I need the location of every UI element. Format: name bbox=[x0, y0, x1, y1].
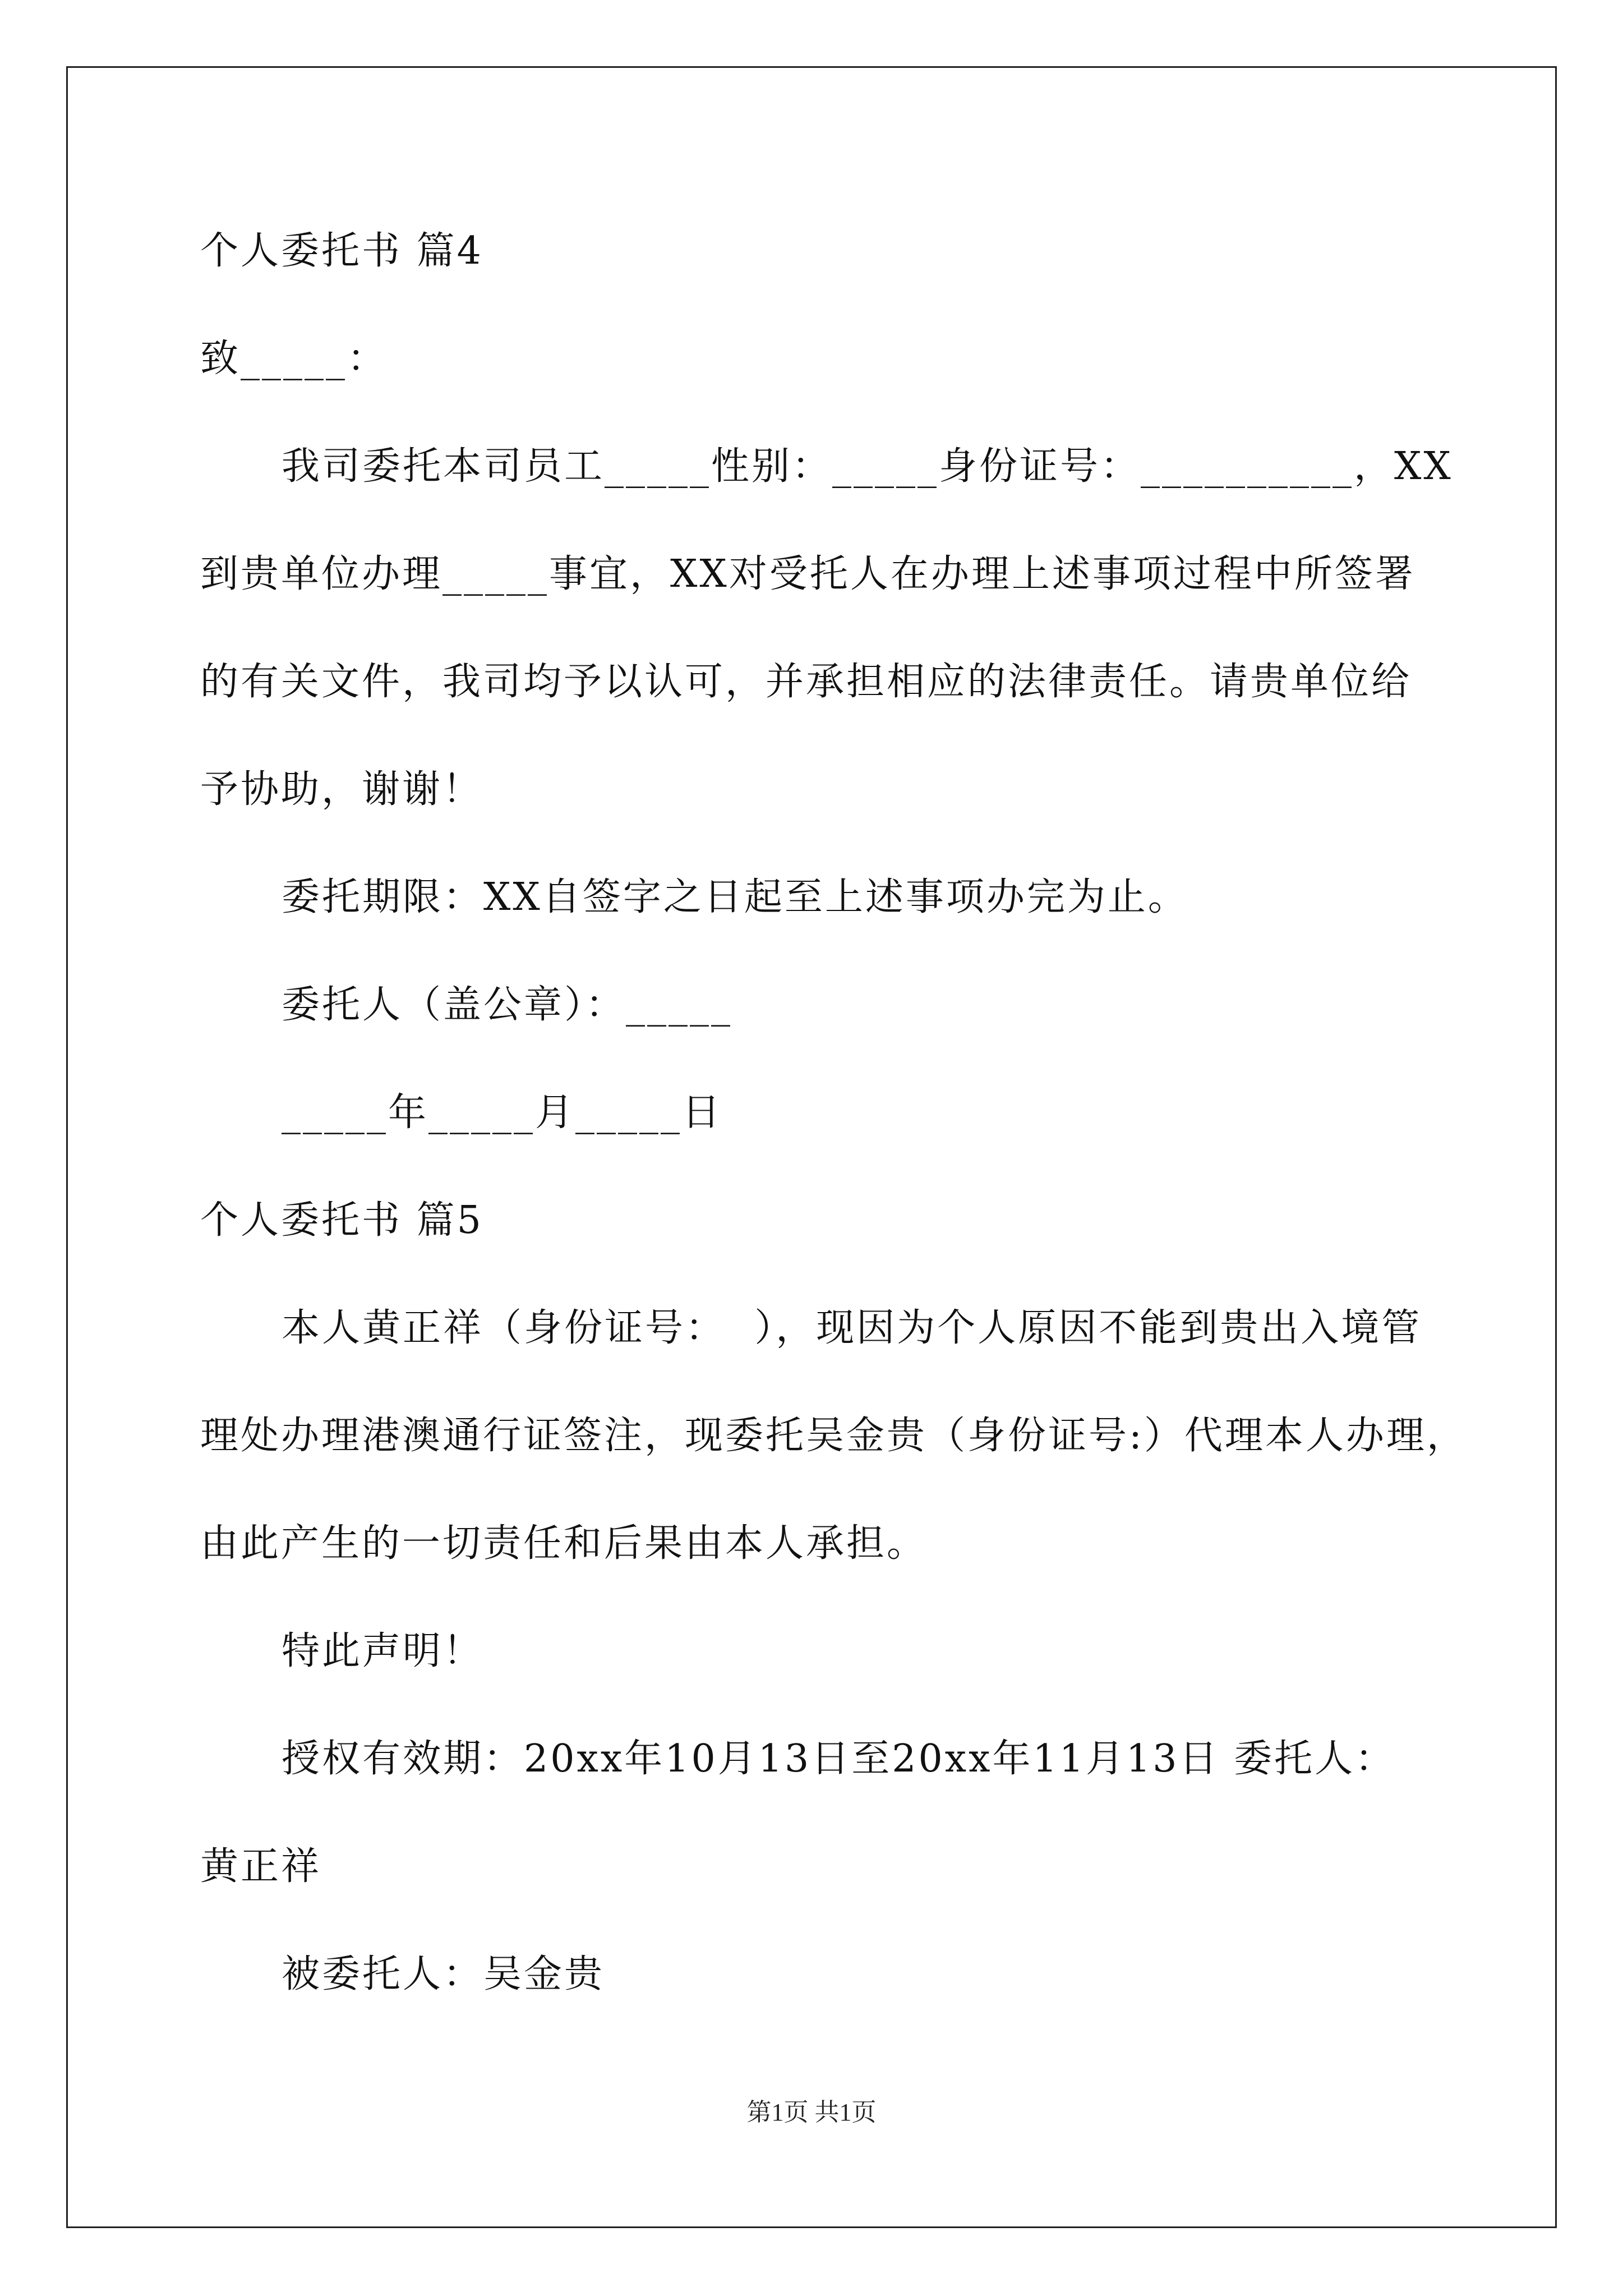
paragraph-line: 理处办理港澳通行证签注，现委托吴金贵（身份证号:）代理本人办理， bbox=[200, 1414, 1467, 1458]
term-line: 委托期限：XX自签字之日起至上述事项办完为止。 bbox=[282, 875, 1188, 919]
page-frame bbox=[66, 66, 1557, 2228]
section-4-heading: 个人委托书 篇4 bbox=[200, 229, 483, 273]
page-footer: 第1页 共1页 bbox=[746, 2099, 877, 2126]
salutation-line: 致_____： bbox=[200, 337, 388, 381]
paragraph-line: 由此产生的一切责任和后果由本人承担。 bbox=[200, 1521, 928, 1566]
paragraph-line: 的有关文件，我司均予以认可，并承担相应的法律责任。请贵单位给 bbox=[200, 660, 1412, 704]
paragraph-line: 本人黄正祥（身份证号： ），现因为个人原因不能到贵出入境管 bbox=[282, 1306, 1422, 1350]
date-line: _____年_____月_____日 bbox=[282, 1091, 723, 1135]
paragraph-line: 到贵单位办理_____事宜，XX对受托人在办理上述事项过程中所签署 bbox=[200, 552, 1415, 596]
declaration-line: 特此声明！ bbox=[282, 1629, 484, 1673]
agent-line: 被委托人：吴金贵 bbox=[282, 1952, 605, 1996]
principal-seal-line: 委托人（盖公章）：_____ bbox=[282, 983, 733, 1027]
principal-name-line: 黄正祥 bbox=[200, 1844, 322, 1889]
paragraph-line: 予协助，谢谢！ bbox=[200, 767, 483, 812]
section-5-heading: 个人委托书 篇5 bbox=[200, 1198, 483, 1243]
validity-line: 授权有效期：20xx年10月13日至20xx年11月13日 委托人： bbox=[282, 1737, 1396, 1781]
paragraph-line: 我司委托本司员工_____性别：_____身份证号：__________，XX bbox=[282, 444, 1453, 489]
